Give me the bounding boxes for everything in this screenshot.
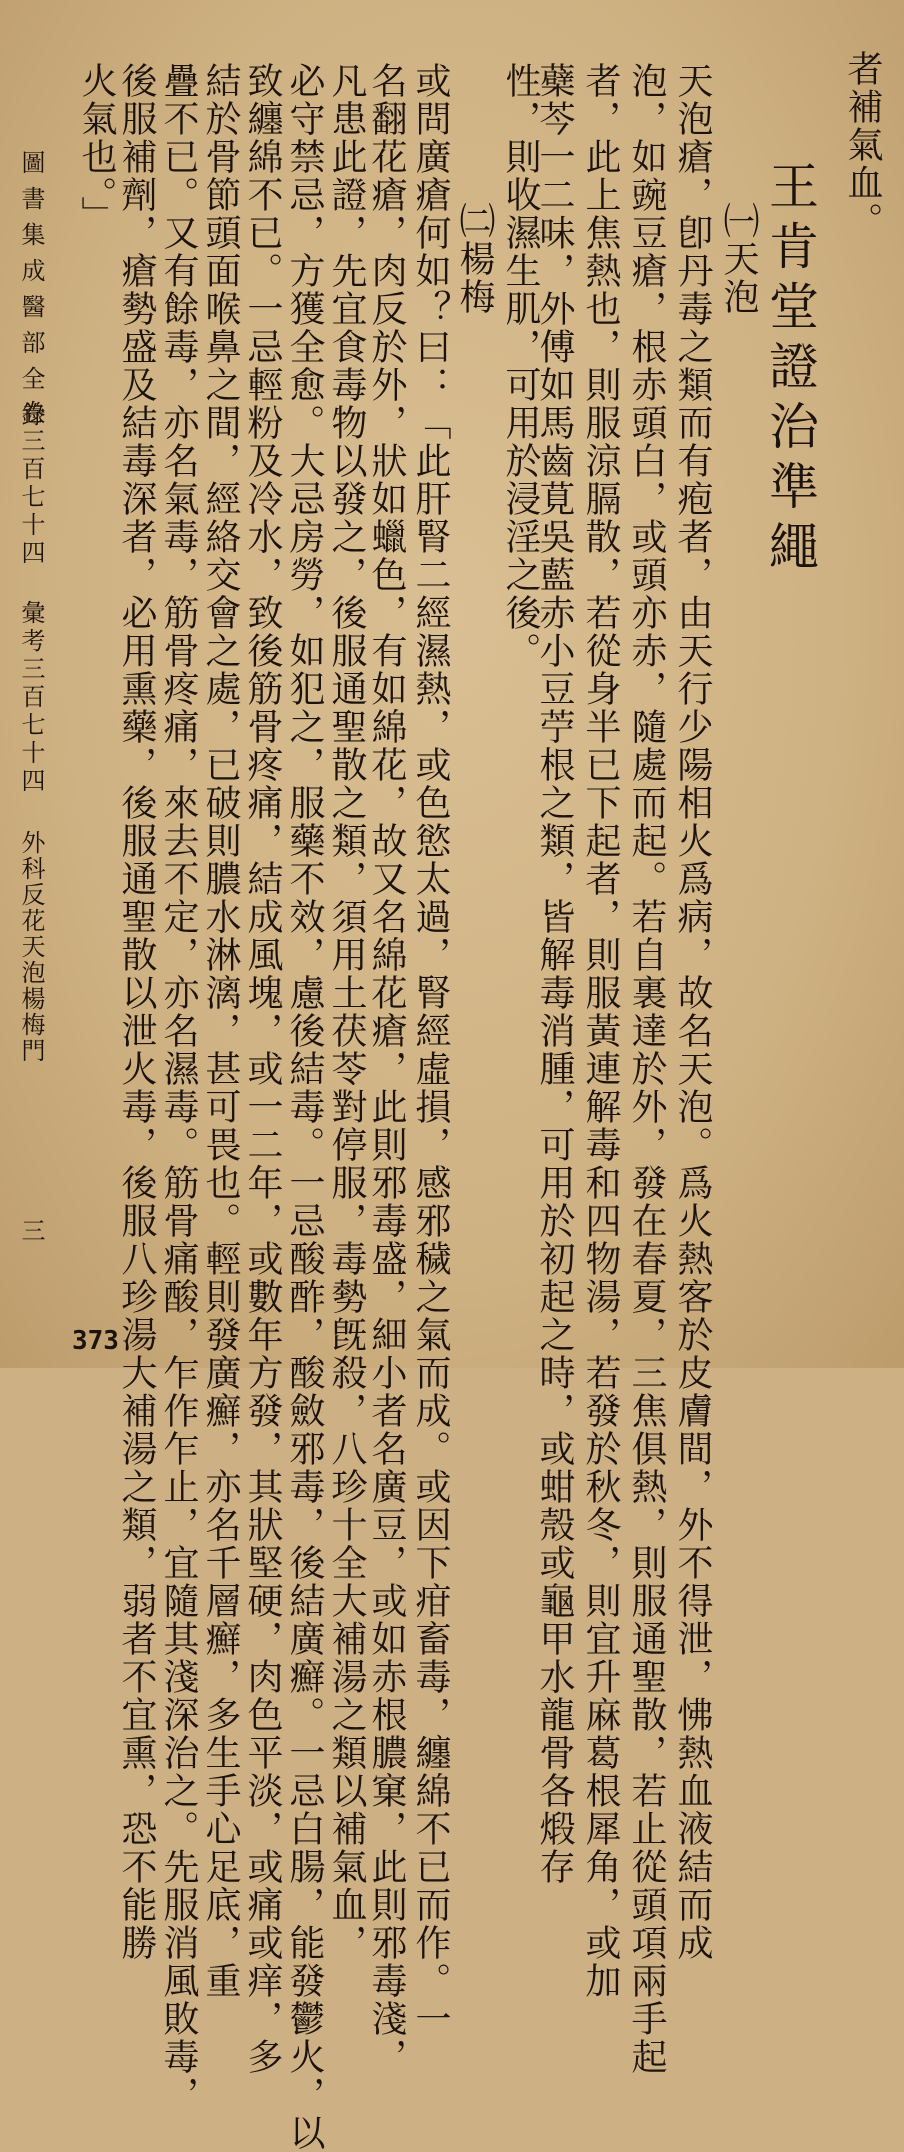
- text-column-12: 必守禁忌，方獲全愈。大忌房勞，如犯之，服藥不效，慮後結毒。一忌酸酢，酸斂邪毒，後結廣癬。一忌白腸，能發鬱火，以: [284, 62, 325, 2152]
- text-column-1: 者補氣血。: [842, 50, 883, 240]
- text-column-3: 天泡瘡，卽丹毒之類而有疱者，由天行少陽相火爲病，故名天泡。爲火熱客於皮膚間，外不得泄，怫熱血液結而成: [672, 62, 713, 1962]
- footer-book-title: 圖書集成醫部全錄: [17, 150, 45, 438]
- text-column-5: 者，此上焦熱也，則服涼膈散，若從身半已下起者，則服黃連解毒和四物湯，若發於秋冬，則宜升麻葛根犀角，或加: [580, 62, 621, 2000]
- text-column-7: 性，則收濕生肌，可用於浸淫之後。: [500, 62, 541, 670]
- footer-volume: 卷三百七十四: [17, 400, 45, 568]
- footer-page-cjk: 三: [17, 1218, 45, 1242]
- footer-reference: 彙考三百七十四: [17, 600, 45, 796]
- text-column-9: 或問廣瘡何如？曰：「此肝腎二經濕熱，或色慾太過，腎經虛損，感邪穢之氣而成。或因下疳畜毒，纏綿不已而作。一: [410, 62, 451, 2038]
- text-column-17: 火氣也。」: [76, 62, 117, 234]
- text-column-13: 致纏綿不已。一忌輕粉及冷水，致後筋骨疼痛，結成風塊，或一二年，或數年方發，其狀堅硬，肉色平淡，或痛或痒，多: [242, 62, 283, 2076]
- text-column-6: 蘗芩一二味，外傅如馬齒莧吳藍赤小豆苧根之類，皆解毒消腫，可用於初起之時，或蚶殼或龜甲水龍骨各煅存: [534, 62, 575, 1886]
- text-column-10: 名翻花瘡，肉反於外，狀如蠟色，有如綿花，故又名綿花瘡，此則邪毒盛，細小者名廣豆，或如赤根膿窠，此則邪毒淺，: [366, 62, 407, 2076]
- text-column-16: 後服補劑，瘡勢盛及結毒深者，必用熏藥，後服通聖散以泄火毒，後服八珍湯大補湯之類，弱者不宜熏，恐不能勝: [116, 62, 157, 1962]
- section-title: 王肯堂證治準繩: [761, 160, 819, 580]
- page-number: 373: [72, 1326, 119, 1356]
- footer-section: 外科反花天泡楊梅門: [17, 830, 45, 1064]
- subheading-yangmei: ㈡楊梅: [454, 202, 495, 316]
- subheading-tianpao: ㈠天泡: [718, 202, 759, 316]
- text-column-14: 結於骨節頭面喉鼻之間，經絡交會之處，已破則膿水淋漓，甚可畏也。輕則發廣癬，亦名千層癬，多生手心足底，重: [200, 62, 241, 2000]
- text-column-15: 疊不已。又有餘毒，亦名氣毒，筋骨疼痛，來去不定，亦名濕毒。筋骨痛酸，乍作乍止，宜隨其淺深治之。先服消風敗毒，: [158, 62, 199, 2114]
- text-column-11: 凡患此證，先宜食毒物以發之，後服通聖散之類，須用土茯苓對停服，毒勢旣殺，八珍十全大補湯之類以補氣血，: [326, 62, 367, 1962]
- text-column-4: 泡，如豌豆瘡，根赤頭白，或頭亦赤，隨處而起。若自裏達於外，發在春夏，三焦俱熱，則服通聖散，若止從頭項兩手起: [626, 62, 667, 2076]
